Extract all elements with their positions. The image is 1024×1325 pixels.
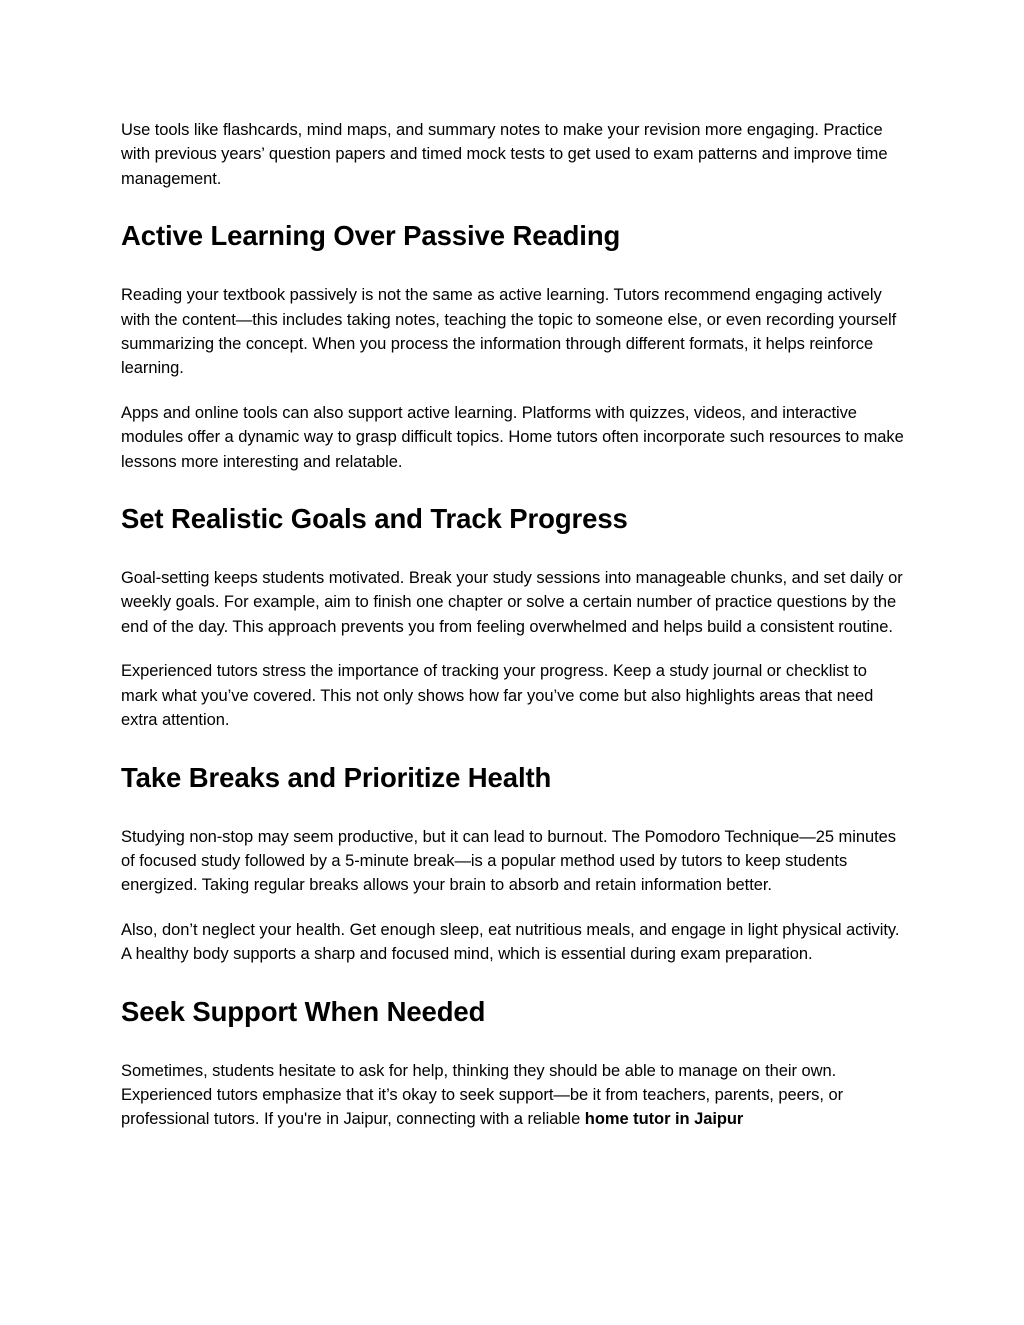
- section-heading: Active Learning Over Passive Reading: [121, 220, 621, 252]
- intro-paragraph: Use tools like flashcards, mind maps, and summary notes to make your revision more engaging. Practice with previous years’ question papers and timed mock tests to get used to exam patterns and improve time management.: [121, 121, 888, 188]
- section-paragraph: Goal-setting keeps students motivated. Break your study sessions into manageable chunks, and set daily or weekly goals. For example, aim to finish one chapter or solve a certain number of practice questions by the end of the day. This approach prevents you from feeling overwhelmed and helps build a consistent routine.: [121, 569, 903, 636]
- section-active-learning: [121, 219, 907, 474]
- section-breaks-health: [121, 761, 907, 967]
- section-paragraph: Apps and online tools can also support active learning. Platforms with quizzes, videos, and interactive modules offer a dynamic way to grasp difficult topics. Home tutors often incorporate such resources to make lessons more interesting and relatable.: [121, 403, 904, 471]
- section-realistic-goals: [121, 502, 907, 732]
- section-paragraph: Reading your textbook passively is not the same as active learning. Tutors recommend engaging actively with the content—this includes taking notes, teaching the topic to someone else, or even recording yourself summarizing the concept. When you process the information through different formats, it helps reinforce learning.: [121, 286, 897, 378]
- paragraph-text: Sometimes, students hesitate to ask for help, thinking they should be able to manage on their own. Experienced tutors emphasize that it’s okay to seek support—be it from teachers, parents, peers, or professional tutors. If you're in Jaipur, connecting with a reliable: [121, 1061, 844, 1129]
- document-page: [121, 118, 907, 1152]
- section-heading: Seek Support When Needed: [121, 995, 486, 1027]
- section-seek-support: [121, 995, 907, 1132]
- section-paragraph: [121, 1059, 907, 1132]
- section-paragraph: Also, don’t neglect your health. Get enough sleep, eat nutritious meals, and engage in light physical activity. A healthy body supports a sharp and focused mind, which is essential during exam preparation.: [121, 920, 900, 964]
- bold-keyword: home tutor in Jaipur: [584, 1110, 744, 1129]
- section-heading: Set Realistic Goals and Track Progress: [121, 503, 628, 535]
- section-paragraph: Experienced tutors stress the importance of tracking your progress. Keep a study journal or checklist to mark what you’ve covered. This not only shows how far you’ve come but also highlights areas that need extra attention.: [121, 662, 874, 730]
- section-paragraph: Studying non-stop may seem productive, but it can lead to burnout. The Pomodoro Technique—25 minutes of focused study followed by a 5-minute break—is a popular method used by tutors to keep students energized. Taking regular breaks allows your brain to absorb and retain information better.: [121, 827, 896, 895]
- section-heading: Take Breaks and Prioritize Health: [121, 761, 552, 793]
